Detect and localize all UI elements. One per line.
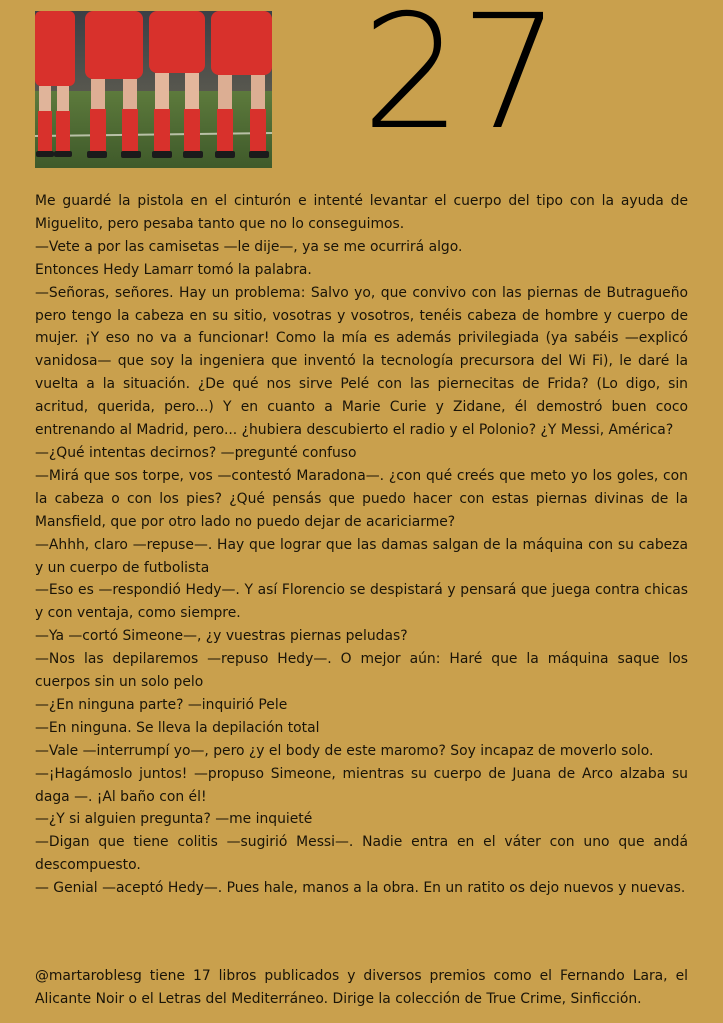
paragraph: —Eso es —respondió Hedy—. Y así Florencio se despistará y pensará que juega contra chicas y con ventaja, como siempre. (35, 582, 688, 622)
paragraph: —En ninguna. Se lleva la depilación total (35, 719, 320, 736)
paragraph: Me guardé la pistola en el cinturón e intenté levantar el cuerpo del tipo con la ayuda de Miguelito, pero pesaba tanto que no lo conseguimos. (35, 193, 688, 232)
story-text (35, 190, 688, 900)
paragraph: —Mirá que sos torpe, vos —contestó Maradona—. ¿con qué creés que meto yo los goles, con la cabeza o con los pies? ¿Qué pensás que puedo hacer con estas piernas divinas de la Mansfield, que por otro lado no puedo dejar de acariciarme? (35, 467, 688, 530)
chapter-number: 27 (361, 0, 559, 165)
football-players-legs-icon (35, 11, 272, 168)
paragraph: —Ya —cortó Simeone—, ¿y vuestras piernas peludas? (35, 628, 408, 645)
paragraph: —Señoras, señores. Hay un problema: Salvo yo, que convivo con las piernas de Butragueño pero tengo la cabeza en su sitio, vosotras y vosotros, tenéis cabeza de hombre y cuerpo de mujer. ¡Y eso no va a funcionar! Como la mía es además privilegiada (ya sabéis —explicó vanidosa— que soy la ingeniera que inventó la tecnología precursora del Wi Fi), le daré la vuelta a la situación. ¿De qué nos sirve Pelé con las piernecitas de Frida? (Lo digo, sin acritud, querida, pero...) Y en cuanto a Marie Curie y Zidane, él demostró buen coco entrenando al Madrid, pero... ¿hubiera descubierto el radio y el Polonio? ¿Y Messi, América? (35, 284, 688, 439)
paragraph: —¿Y si alguien pregunta? —me inquieté (35, 811, 313, 828)
paragraph: —¿Qué intentas decirnos? —pregunté confuso (35, 444, 357, 461)
paragraph: —Vete a por las camisetas —le dije—, ya se me ocurrirá algo. (35, 238, 463, 255)
paragraph: Entonces Hedy Lamarr tomó la palabra. (35, 261, 312, 278)
paragraph: —¿En ninguna parte? —inquirió Pele (35, 696, 288, 713)
paragraph: —¡Hagámoslo juntos! —propuso Simeone, mientras su cuerpo de Juana de Arco alzaba su daga —. ¡Al baño con él! (35, 765, 688, 805)
paragraph: —Vale —interrumpí yo—, pero ¿y el body de este maromo? Soy incapaz de moverlo solo. (35, 742, 654, 759)
paragraph: —Digan que tiene colitis —sugirió Messi—. Nadie entra en el váter con uno que andá descompuesto. (35, 834, 688, 874)
paragraph: —Ahhh, claro —repuse—. Hay que lograr que las damas salgan de la máquina con su cabeza y un cuerpo de futbolista (35, 536, 688, 576)
football-players-photo (35, 11, 272, 168)
paragraph: —Nos las depilaremos —repuso Hedy—. O mejor aún: Haré que la máquina saque los cuerpos sin un solo pelo (35, 651, 688, 691)
author-bio: @martaroblesg tiene 17 libros publicados y diversos premios como el Fernando Lara, el Alicante Noir o el Letras del Mediterráneo. Dirige la colección de True Crime, Sinficción. (35, 968, 688, 1007)
paragraph: — Genial —aceptó Hedy—. Pues hale, manos a la obra. En un ratito os dejo nuevos y nuevas. (35, 880, 686, 897)
